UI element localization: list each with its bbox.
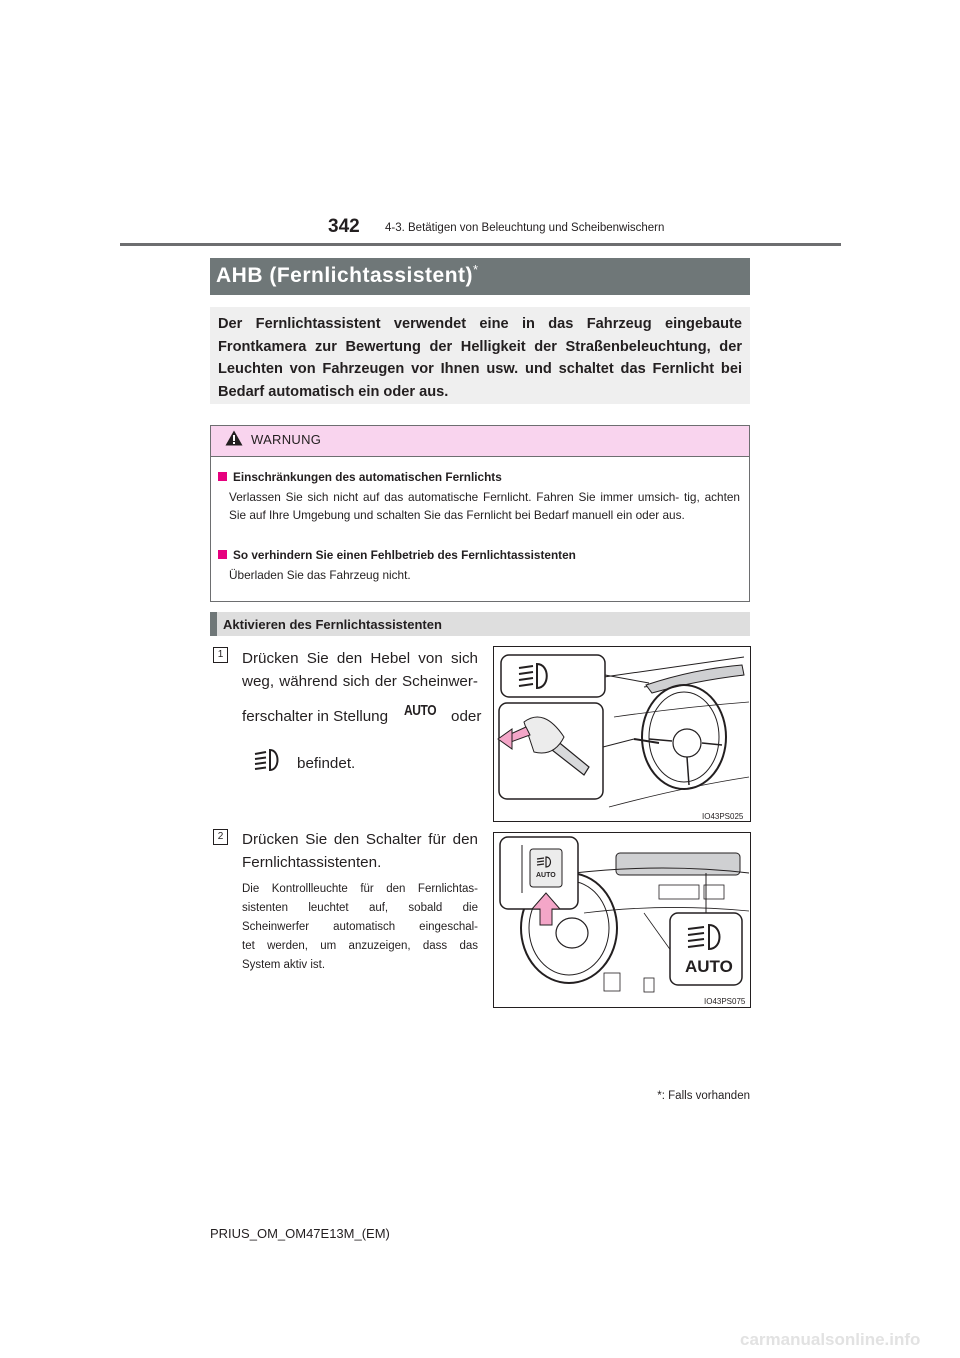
step-text-line: oder <box>451 708 482 725</box>
warning-item-title-text: Einschränkungen des automatischen Fernlichts <box>233 470 502 484</box>
footnote: *: Falls vorhanden <box>657 1090 750 1102</box>
step-note-line: System aktiv ist. <box>242 959 326 971</box>
switch-auto-label: AUTO <box>536 872 556 879</box>
warning-label: WARNUNG <box>251 432 322 447</box>
warning-triangle-icon <box>225 430 243 446</box>
intro-text: Der Fernlichtassistent verwendet eine in das Fahrzeug eingebaute Frontkamera zur Bewertung der Helligkeit der Straßenbeleuchtung, der Leuchten von Fahrzeugen vor Ihnen usw. und schaltet das Fernlicht bei Bedarf automatisch ein oder aus. <box>218 316 742 400</box>
warning-item-text: Verlassen Sie sich nicht auf das automatische Fernlicht. Fahren Sie immer umsich- tig, achten Sie auf Ihre Umgebung und schalten Sie das Fernlicht bei Bedarf manuell ein oder aus. <box>229 490 740 522</box>
step-note-line: Die Kontrollleuchte für den Fernlichtas- <box>242 883 478 895</box>
header-rule <box>120 243 841 246</box>
chapter-title: 4-3. Betätigen von Beleuchtung und Scheibenwischern <box>385 222 665 234</box>
step-note-line: tet werden, um anzuzeigen, dass das <box>242 940 478 952</box>
step-note-line: Scheinwerfer automatisch eingeschal- <box>242 921 478 933</box>
bullet-square <box>218 550 227 559</box>
page-title <box>216 262 479 288</box>
step-number: 2 <box>213 829 228 845</box>
auto-symbol: AUTO <box>404 702 437 719</box>
image-code: IO43PS025 <box>702 812 744 821</box>
warning-item-text: Überladen Sie das Fahrzeug nicht. <box>229 568 411 582</box>
watermark <box>740 1328 950 1350</box>
warning-item-title <box>218 470 502 484</box>
image-code: IO43PS075 <box>704 997 746 1006</box>
warning-item-title <box>218 548 576 562</box>
bullet-square <box>218 472 227 481</box>
step-text-line: befindet. <box>297 755 356 772</box>
high-beam-icon <box>253 748 283 772</box>
step-note-line: sistenten leuchtet auf, sobald die <box>242 902 478 914</box>
warning-item-title-text: So verhindern Sie einen Fehlbetrieb des Fernlichtassistenten <box>233 548 576 562</box>
title-marker: * <box>473 262 479 277</box>
footer-code: PRIUS_OM_OM47E13M_(EM) <box>210 1226 390 1241</box>
step-text-line: ferschalter in Stellung <box>242 708 389 725</box>
watermark-text: carmanualsonline.info <box>740 1330 921 1349</box>
page-title-text: AHB (Fernlichtassistent) <box>216 264 474 287</box>
step-text-line: Fernlichtassistenten. <box>242 854 382 871</box>
step-text-line: Drücken Sie den Schalter für den <box>242 831 478 848</box>
step-text-line: Drücken Sie den Hebel von sich <box>242 650 478 667</box>
step-number: 1 <box>213 647 228 663</box>
switch-illustration <box>493 832 751 1008</box>
callout-auto-label: AUTO <box>685 957 733 976</box>
section-title: Aktivieren des Fernlichtassistenten <box>223 617 442 632</box>
lever-illustration <box>493 646 751 822</box>
section-accent <box>210 612 217 636</box>
page-number: 342 <box>328 216 360 237</box>
step-text-line: weg, während sich der Scheinwer- <box>242 673 478 690</box>
